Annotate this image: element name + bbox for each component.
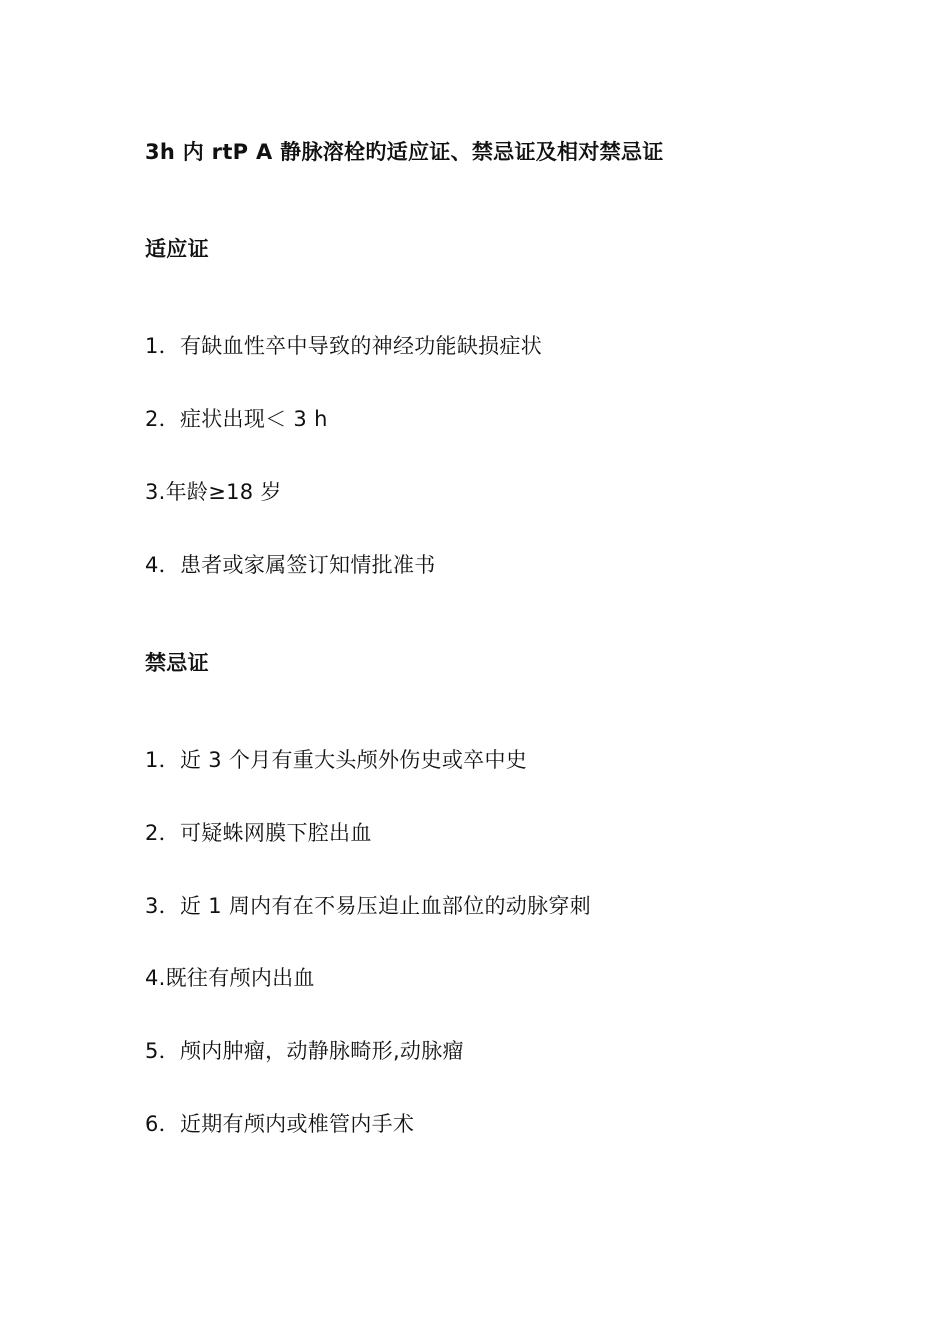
contraindication-item-6: 6．近期有颅内或椎管内手术: [145, 1112, 415, 1136]
section-heading-indications: 适应证: [145, 237, 209, 261]
contraindication-item-2: 2．可疑蛛网膜下腔出血: [145, 821, 372, 845]
contraindication-item-3: 3．近 1 周内有在不易压迫止血部位的动脉穿刺: [145, 894, 591, 918]
section-heading-contraindications: 禁忌证: [145, 651, 209, 675]
indication-item-1: 1．有缺血性卒中导致的神经功能缺损症状: [145, 334, 543, 358]
contraindication-item-1: 1．近 3 个月有重大头颅外伤史或卒中史: [145, 748, 528, 772]
indication-item-4: 4．患者或家属签订知情批准书: [145, 553, 436, 577]
document-title: 3h 内 rtP A 静脉溶栓旳适应证、禁忌证及相对禁忌证: [145, 140, 664, 164]
indication-item-3: 3.年龄≥18 岁: [145, 480, 282, 504]
contraindication-item-4: 4.既往有颅内出血: [145, 966, 315, 990]
indication-item-2: 2．症状出现＜ 3 h: [145, 407, 328, 431]
contraindication-item-5: 5．颅内肿瘤，动静脉畸形,动脉瘤: [145, 1039, 464, 1063]
